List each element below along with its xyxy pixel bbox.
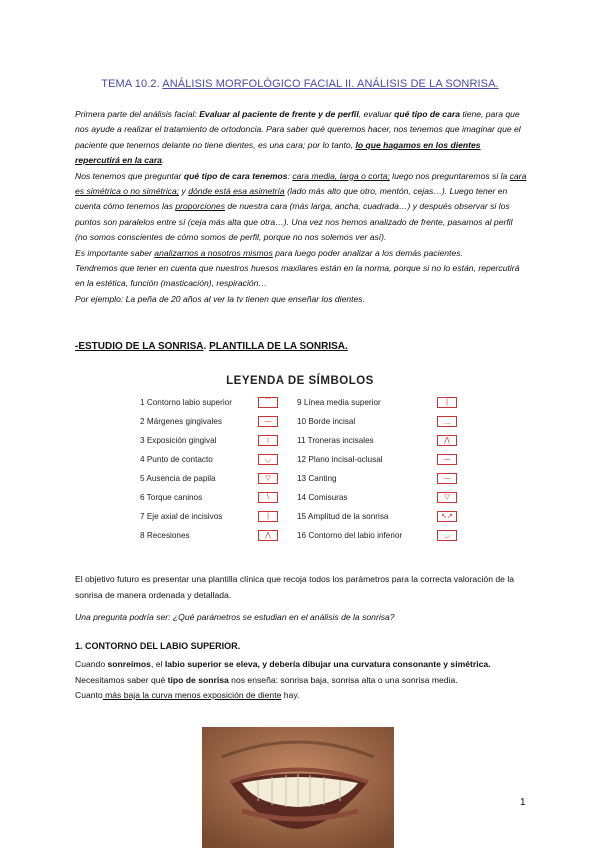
legend-label: 11 Troneras incisales <box>297 436 374 445</box>
legend-label: 2 Márgenes gingivales <box>140 417 222 426</box>
legend-symbol-icon: | <box>437 397 457 408</box>
legend-label: 12 Plano incisal-oclusal <box>297 455 383 464</box>
section-1-heading: 1. CONTORNO DEL LABIO SUPERIOR. <box>75 641 241 651</box>
legend-symbol-icon: — <box>258 416 278 427</box>
legend-label: 4 Punto de contacto <box>140 455 213 464</box>
legend-label: 8 Recesiones <box>140 531 190 540</box>
legend-symbol-icon: ◡ <box>437 530 457 541</box>
legend-label: 10 Borde incisal <box>297 417 356 426</box>
section-heading: -ESTUDIO DE LA SONRISA. PLANTILLA DE LA SONRISA. <box>75 341 348 352</box>
legend-symbol-icon: | <box>258 511 278 522</box>
legend-symbol-icon: ⋀ <box>258 530 278 541</box>
legend-title: LEYENDA DE SÍMBOLOS <box>226 375 374 387</box>
smile-illustration <box>202 727 394 848</box>
legend-label: 3 Exposición gingival <box>140 436 217 445</box>
legend-label: 5 Ausencia de papila <box>140 474 216 483</box>
legend-symbol-icon: ﹏ <box>437 416 457 427</box>
legend-label: 9 Línea media superior <box>297 398 381 407</box>
legend-symbol-icon: ↖↗ <box>437 511 457 522</box>
legend-symbol-icon: ⌒ <box>258 397 278 408</box>
legend-symbol-icon: \ <box>258 492 278 503</box>
legend-symbol-icon: ◡ <box>258 454 278 465</box>
legend-symbol-icon: — <box>437 454 457 465</box>
legend-label: 14 Comisuras <box>297 493 348 502</box>
legend-label: 7 Eje axial de incisivos <box>140 512 223 521</box>
legend-symbol-icon: ▽ <box>258 473 278 484</box>
legend-label: 16 Contorno del labio inferior <box>297 531 403 540</box>
legend-symbol-icon: — <box>437 473 457 484</box>
legend-label: 13 Canting <box>297 474 337 483</box>
legend-symbol-icon: ↕ <box>258 435 278 446</box>
intro-paragraph: Primera parte del análisis facial: Evaluar al paciente de frente y de perfil, evaluar qué tipo de cara tiene, para que nos ayude a realizar el tratamiento de ortodoncia. Para saber qué queremos hacer, nos tenemos que imaginar que el paciente que tenemos delante no tiene dientes, es una cara; por lo tanto, lo que hagamos en los dientes repercutirá en la cara. Nos tenemos que preguntar qué tipo de cara tenemos: cara media, larga o corta; luego nos preguntaremos si la cara es simétrica o no simétrica; y dónde está esa asimetría (lado más alto que otro, mentón, cejas…). Luego tener en cuenta cómo tenemos las proporciones de nuestra cara (más larga, ancha, cuadrada…) y después observar si los puntos son paralelos entre sí (ceja más alta que otra…). Una vez nos hemos analizado de frente, pasamos al perfil (no somos conscientes de cómo somos de perfil, porque no nos solemos ver así). Es importante saber analizarnos a nosotros mismos para luego poder analizar a los demás pacientes. Tendremos que tener en cuenta que nuestros huesos maxilares están en la norma, porque si no lo están, repercutirá en la estética, función (masticación), respiración… Por ejemplo: La peña de 20 años al ver la tv tienen que enseñar los dientes. <box>75 109 527 304</box>
smile-photo <box>202 727 394 848</box>
legend-label: 6 Torque caninos <box>140 493 203 502</box>
page-title: TEMA 10.2. ANÁLISIS MORFOLÓGICO FACIAL II. ANÁLISIS DE LA SONRISA. <box>101 78 499 90</box>
legend-symbol-icon: ⋀ <box>437 435 457 446</box>
upper-lip-paragraph: Cuando sonreímos, el labio superior se eleva, y debería dibujar una curvatura consonante y simétrica. Necesitamos saber qué tipo de sonrisa nos enseña: sonrisa baja, sonrisa alta o una sonrisa media. Cuanto más baja la curva menos exposición de diente hay. <box>75 659 491 700</box>
legend-symbol-icon: ▽ <box>437 492 457 503</box>
page-number: 1 <box>520 797 526 808</box>
question-text: Una pregunta podría ser: ¿Qué parámetros se estudian en el análisis de la sonrisa? <box>75 612 395 622</box>
legend-label: 15 Amplitud de la sonrisa <box>297 512 389 521</box>
objective-text: El objetivo futuro es presentar una plantilla clínica que recoja todos los parámetros para la correcta valoración de la sonrisa de manera ordenada y detallada. <box>75 574 515 600</box>
legend-label: 1 Contorno labio superior <box>140 398 232 407</box>
